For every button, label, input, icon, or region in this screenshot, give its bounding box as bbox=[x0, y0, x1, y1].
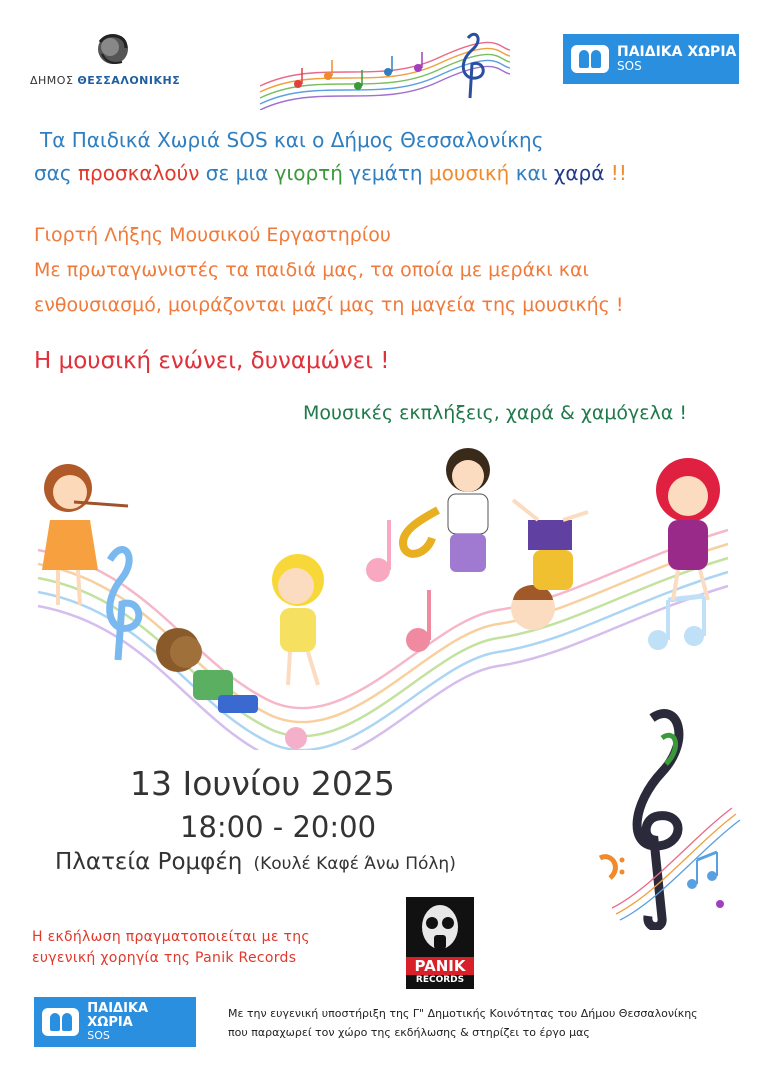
municipality-prefix: ΔΗΜΟΣ bbox=[30, 74, 74, 87]
event-title: Γιορτή Λήξης Μουσικού Εργαστηρίου bbox=[34, 224, 391, 246]
intro-line-2-segment: προσκαλούν bbox=[77, 161, 200, 185]
tagline: Μουσικές εκπλήξεις, χαρά & χαμόγελα ! bbox=[303, 402, 687, 424]
music-staff-illustration bbox=[258, 28, 513, 110]
intro-line-2-segment: γεμάτη bbox=[342, 161, 429, 185]
boy-recorder-figure bbox=[156, 628, 258, 713]
footer-sos-line1: ΠΑΙΔΙΚΑ ΧΩΡΙΑ bbox=[87, 1000, 149, 1030]
sponsor-line-1: Η εκδήλωση πραγματοποιείται με της bbox=[32, 929, 310, 945]
gas-mask-icon bbox=[418, 903, 462, 955]
intro-line-2-segment: χαρά bbox=[553, 161, 605, 185]
event-date: 13 Ιουνίου 2025 bbox=[130, 764, 395, 803]
clef-illustration bbox=[592, 708, 742, 930]
treble-clef-left bbox=[110, 550, 139, 660]
intro-line-1: Τα Παιδικά Χωριά SOS και ο Δήμος Θεσσαλονίκης bbox=[40, 128, 544, 152]
panik-records-logo bbox=[406, 897, 474, 989]
event-place-note: (Κουλέ Καφέ Άνω Πόλη) bbox=[253, 854, 456, 874]
footer-sos-line2: SOS bbox=[87, 1029, 110, 1043]
intro-line-2-segment: σε μια bbox=[199, 161, 275, 185]
girl-dancing-figure bbox=[272, 554, 324, 685]
intro-line-2-segment: γιορτή bbox=[274, 161, 343, 185]
event-time: 18:00 - 20:00 bbox=[180, 810, 377, 844]
boy-saxophone-figure bbox=[403, 448, 490, 572]
event-desc-2: ενθουσιασμό, μοιράζονται μαζί μας τη μαγεία της μουσικής ! bbox=[34, 294, 624, 316]
intro-line-2 bbox=[34, 161, 627, 185]
sos-logo-line1: ΠΑΙΔΙΚΑ ΧΩΡΙΑ bbox=[617, 43, 737, 60]
support-line-1: Με την ευγενική υποστήριξη της Γ" Δημοτικής Κοινότητας του Δήμου Θεσσαλονίκης bbox=[228, 1007, 698, 1020]
event-place-name: Πλατεία Ρομφέη bbox=[55, 849, 243, 875]
event-desc-1: Με πρωταγωνιστές τα παιδιά μας, τα οποία με μεράκι και bbox=[34, 259, 589, 281]
intro-line-2-segment: !! bbox=[604, 161, 627, 185]
footer-sos-logo bbox=[34, 997, 196, 1047]
slogan: Η μουσική ενώνει, δυναμώνει ! bbox=[34, 348, 390, 374]
municipality-logo bbox=[30, 32, 220, 90]
support-line-2: που παραχωρεί τον χώρο της εκδήλωσης & στηρίζει το έργο μας bbox=[228, 1026, 590, 1039]
boy-handstand-figure bbox=[511, 500, 588, 630]
sponsor-line-2: ευγενική χορηγία της Panik Records bbox=[32, 950, 297, 966]
sos-villages-logo bbox=[563, 34, 739, 84]
event-place bbox=[55, 849, 456, 875]
footer-children-icon bbox=[42, 1008, 79, 1036]
intro-line-2-segment: σας bbox=[34, 161, 78, 185]
panik-logo-top: PANIK bbox=[406, 957, 474, 975]
intro-line-2-segment: και bbox=[509, 161, 554, 185]
children-icon bbox=[571, 45, 609, 73]
municipality-name: ΘΕΣΣΑΛΟΝΙΚΗΣ bbox=[77, 74, 181, 87]
kids-music-illustration bbox=[28, 440, 748, 750]
head-profile-icon bbox=[92, 32, 134, 70]
intro-line-2-segment: μουσική bbox=[428, 161, 510, 185]
panik-logo-bottom: RECORDS bbox=[415, 975, 465, 985]
sos-logo-line2: SOS bbox=[617, 59, 642, 74]
